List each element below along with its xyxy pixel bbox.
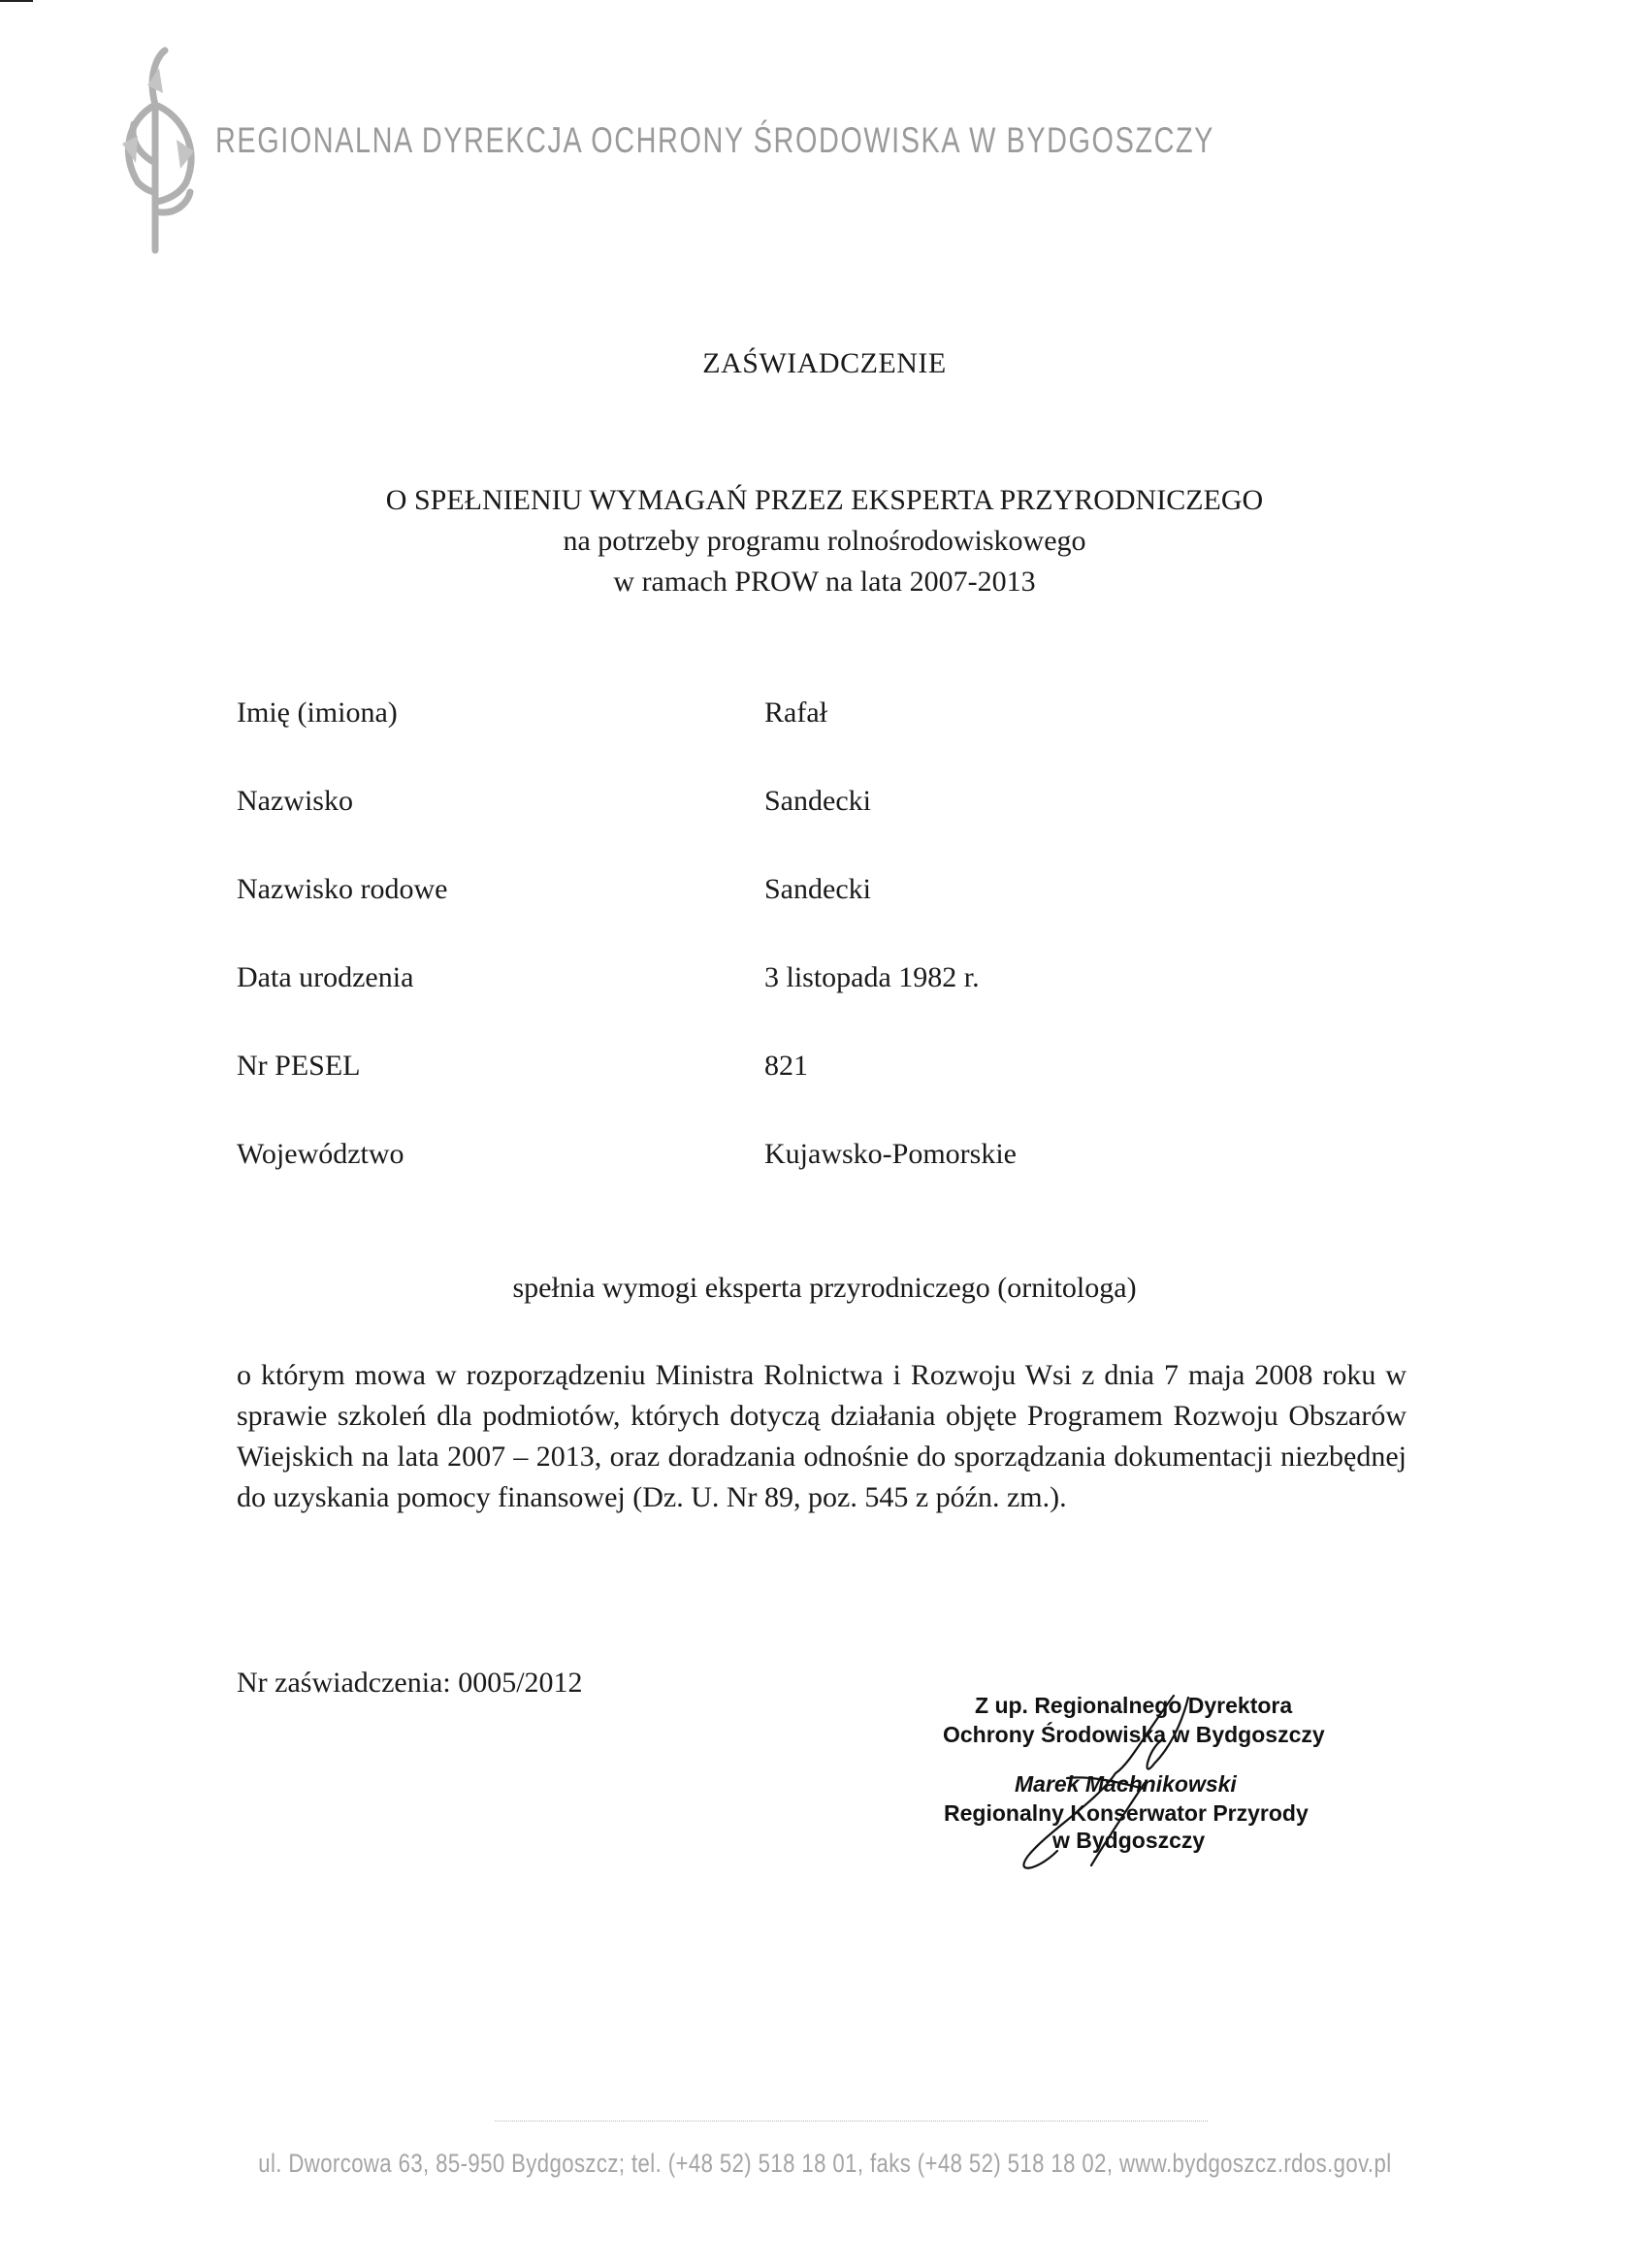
- field-row-surname: [237, 785, 1401, 873]
- qualification-statement: spełnia wymogi eksperta przyrodniczego (ornitologa): [512, 1272, 1137, 1304]
- stamp-signatory-role: Regionalny Konserwator Przyrody: [944, 1800, 1309, 1826]
- field-label: Data urodzenia: [237, 961, 414, 993]
- field-value: Kujawsko-Pomorskie: [764, 1138, 1017, 1170]
- legal-basis-paragraph: o którym mowa w rozporządzeniu Ministra Rolnictwa i Rozwoju Wsi z dnia 7 maja 2008 roku w sprawie szkoleń dla podmiotów, których dotyczą działania objęte Programem Rozwoju Obszarów Wiejskich na lata 2007 – 2013, oraz doradzania odnośnie do sporządzania dokumentacji niezbędnej do uzyskania pomocy finansowej (Dz. U. Nr 89, poz. 545 z późn. zm.).: [237, 1359, 1406, 1513]
- field-value: Rafał: [764, 697, 827, 729]
- stamp-line-2: Ochrony Środowiska w Bydgoszczy: [943, 1722, 1325, 1747]
- stamp-signatory-name: Marek Machnikowski: [1015, 1771, 1237, 1797]
- subtitle-line: na potrzeby programu rolnośrodowiskowego: [563, 525, 1086, 557]
- subtitle-line: w ramach PROW na lata 2007-2013: [613, 566, 1036, 598]
- stamp-line-1: Z up. Regionalnego Dyrektora: [975, 1693, 1293, 1718]
- field-label: Imię (imiona): [237, 697, 398, 729]
- organization-name: REGIONALNA DYREKCJA OCHRONY ŚRODOWISKA W BYDGOSZCZY: [215, 120, 1214, 160]
- leaf-logo-icon: [109, 47, 206, 255]
- scan-edge-mark: [0, 0, 33, 2]
- footer-divider: [495, 2121, 1208, 2122]
- subtitle-line: O SPEŁNIENIU WYMAGAŃ PRZEZ EKSPERTA PRZYRODNICZEGO: [385, 484, 1264, 516]
- footer-address-text: ul. Dworcowa 63, 85-950 Bydgoszcz; tel. (+48 52) 518 18 01, faks (+48 52) 518 18 02, www.bydgoszcz.rdos.gov.pl: [257, 2149, 1392, 2178]
- field-label: Nazwisko: [237, 785, 353, 817]
- certificate-number: Nr zaświadczenia: 0005/2012: [237, 1667, 583, 1699]
- stamp-place: w Bydgoszczy: [1052, 1828, 1206, 1853]
- field-row-voivodeship: [237, 1138, 1401, 1226]
- field-value: Sandecki: [764, 873, 871, 905]
- letterhead: [109, 47, 1214, 260]
- field-value: 821: [764, 1050, 808, 1082]
- field-label: Nazwisko rodowe: [237, 873, 448, 905]
- field-value: Sandecki: [764, 785, 871, 817]
- field-row-family-name: [237, 873, 1401, 961]
- field-row-birth-date: [237, 961, 1401, 1050]
- footer-address: [0, 2149, 1649, 2179]
- field-label: Województwo: [237, 1138, 404, 1170]
- official-stamp: [922, 1686, 1339, 1870]
- personal-data-fields: [237, 697, 1401, 1226]
- document-title: ZAŚWIADCZENIE: [702, 347, 947, 379]
- field-label: Nr PESEL: [237, 1050, 361, 1082]
- field-row-pesel: [237, 1050, 1401, 1138]
- field-value: 3 listopada 1982 r.: [764, 961, 980, 993]
- handwritten-signature: [922, 1686, 1339, 1880]
- document-subtitle: [0, 480, 1649, 602]
- field-row-first-name: [237, 697, 1401, 785]
